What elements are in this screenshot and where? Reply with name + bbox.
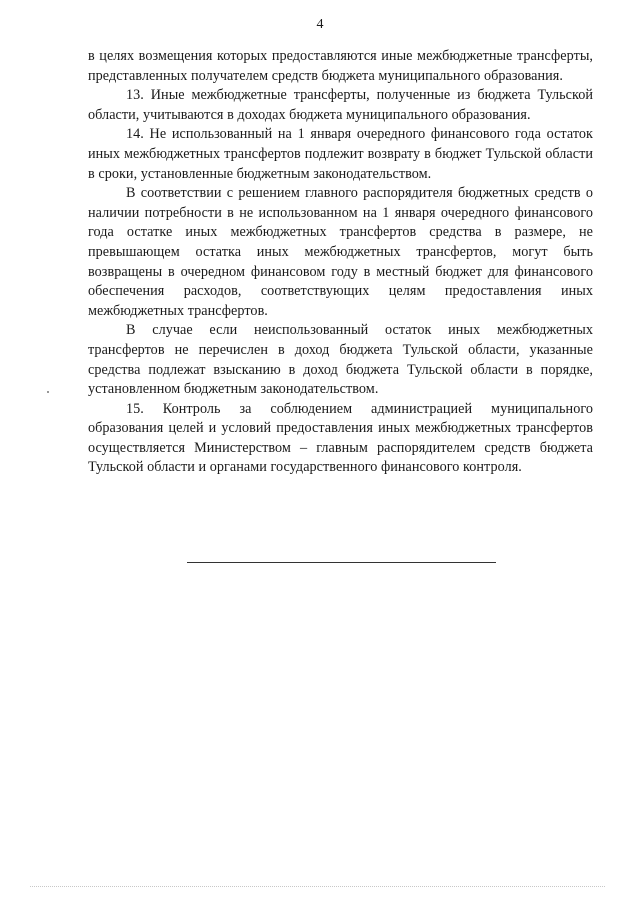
paragraph-continuation: в целях возмещения которых предоставляются иные межбюджетные трансферты, представленных получателем средств бюджета муниципального образования. [88, 48, 593, 84]
document-body [88, 47, 593, 478]
page-number: 4 [316, 17, 324, 32]
paragraph-13: 13. Иные межбюджетные трансферты, полученные из бюджета Тульской области, учитываются в доходах бюджета муниципального образования. [88, 87, 593, 123]
paragraph-14: 14. Не использованный на 1 января очередного финансового года остаток иных межбюджетных трансфертов подлежит возврату в бюджет Тульской области в сроки, установленные бюджетным законодательством. [88, 126, 593, 182]
paragraph-return-decision: В соответствии с решением главного распорядителя бюджетных средств о наличии потребности в не использованном на 1 января очередного финансового года остатке иных межбюджетных трансфертов средства в размере, не превышающем остатка иных межбюджетных трансфертов, могут быть возвращены в очередном финансовом году в местный бюджет для финансового обеспечения расходов, соответствующих целям предоставления иных межбюджетных трансфертов. [88, 185, 593, 319]
paragraph-recovery: В случае если неиспользованный остаток иных межбюджетных трансфертов не перечислен в доход бюджета Тульской области, указанные средства подлежат взысканию в доход бюджета Тульской области в порядке, установленном бюджетным законодательством. [88, 322, 593, 398]
end-divider-line [187, 562, 496, 563]
scan-dust-mark [47, 391, 49, 393]
scan-bottom-edge [30, 886, 605, 887]
paragraph-15: 15. Контроль за соблюдением администрацией муниципального образования целей и условий предоставления иных межбюджетных трансфертов осуществляется Министерством – главным распорядителем средств бюджета Тульской области и органами государственного финансового контроля. [88, 400, 593, 476]
